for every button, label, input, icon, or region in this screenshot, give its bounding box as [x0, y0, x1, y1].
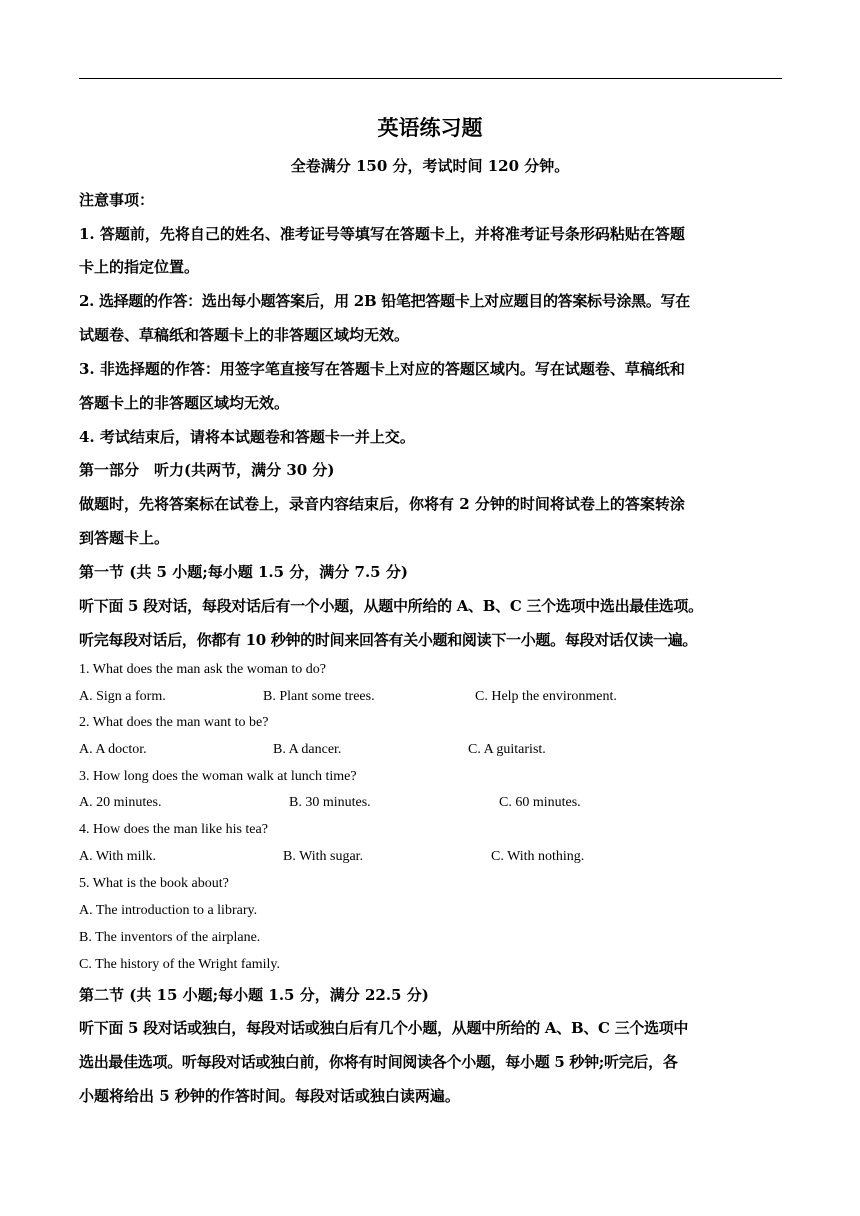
section1-heading: 第一节 (共 5 小题;每小题 1.5 分，满分 7.5 分) — [79, 563, 408, 581]
page-subtitle: 全卷满分 150 分，考试时间 120 分钟。 — [290, 157, 570, 175]
question-5-option-c: C. The history of the Wright family. — [79, 957, 280, 972]
part1-intro-line-1: 做题时，先将答案标在试卷上，录音内容结束后，你将有 2 分钟的时间将试卷上的答案转涂 — [79, 495, 685, 513]
header-rule — [79, 78, 782, 79]
section1-intro-line-1: 听下面 5 段对话，每段对话后有一个小题，从题中所给的 A、B、C 三个选项中选出最佳选项。 — [79, 597, 703, 615]
notes-heading: 注意事项： — [79, 191, 155, 209]
question-4-option-b: B. With sugar. — [283, 849, 364, 864]
question-4-option-c: C. With nothing. — [491, 849, 585, 864]
question-3-option-b: B. 30 minutes. — [289, 795, 371, 810]
section2-intro-line-2: 选出最佳选项。听每段对话或独白前，你将有时间阅读各个小题，每小题 5 秒钟;听完后，各 — [79, 1053, 678, 1071]
section2-intro-line-3: 小题将给出 5 秒钟的作答时间。每段对话或独白读两遍。 — [79, 1087, 460, 1105]
notes-line-5: 3. 非选择题的作答：用签字笔直接写在答题卡上对应的答题区域内。写在试题卷、草稿纸和 — [79, 360, 685, 378]
notes-line-3: 2. 选择题的作答：选出每小题答案后，用 2B 铅笔把答题卡上对应题目的答案标号涂黑。写在 — [79, 292, 690, 310]
question-3-option-c: C. 60 minutes. — [499, 795, 581, 810]
question-2: 2. What does the man want to be? — [79, 715, 269, 730]
section2-intro-line-1: 听下面 5 段对话或独白，每段对话或独白后有几个小题，从题中所给的 A、B、C 三个选项中 — [79, 1019, 689, 1037]
question-4: 4. How does the man like his tea? — [79, 822, 268, 837]
question-5-option-b: B. The inventors of the airplane. — [79, 930, 261, 945]
question-2-option-b: B. A dancer. — [273, 742, 342, 757]
question-1-option-c: C. Help the environment. — [475, 689, 617, 704]
question-5: 5. What is the book about? — [79, 876, 229, 891]
part1-intro-line-2: 到答题卡上。 — [79, 529, 170, 547]
question-2-option-a: A. A doctor. — [79, 742, 147, 757]
part1-heading: 第一部分 听力(共两节，满分 30 分) — [79, 461, 335, 479]
question-3: 3. How long does the woman walk at lunch time? — [79, 769, 357, 784]
question-5-option-a: A. The introduction to a library. — [79, 903, 258, 918]
notes-line-6: 答题卡上的非答题区域均无效。 — [79, 394, 290, 412]
notes-line-1: 1. 答题前，先将自己的姓名、准考证号等填写在答题卡上，并将准考证号条形码粘贴在答题 — [79, 225, 685, 243]
question-1: 1. What does the man ask the woman to do? — [79, 662, 327, 677]
question-4-option-a: A. With milk. — [79, 849, 156, 864]
question-1-option-a: A. Sign a form. — [79, 689, 166, 704]
question-1-option-b: B. Plant some trees. — [263, 689, 375, 704]
notes-line-7: 4. 考试结束后，请将本试题卷和答题卡一并上交。 — [79, 428, 415, 446]
notes-line-2: 卡上的指定位置。 — [79, 258, 200, 276]
question-2-option-c: C. A guitarist. — [468, 742, 546, 757]
section1-intro-line-2: 听完每段对话后，你都有 10 秒钟的时间来回答有关小题和阅读下一小题。每段对话仅读一遍。 — [79, 631, 698, 649]
page-title: 英语练习题 — [377, 115, 483, 140]
question-3-option-a: A. 20 minutes. — [79, 795, 162, 810]
section2-heading: 第二节 (共 15 小题;每小题 1.5 分，满分 22.5 分) — [79, 986, 429, 1004]
notes-line-4: 试题卷、草稿纸和答题卡上的非答题区域均无效。 — [79, 326, 410, 344]
